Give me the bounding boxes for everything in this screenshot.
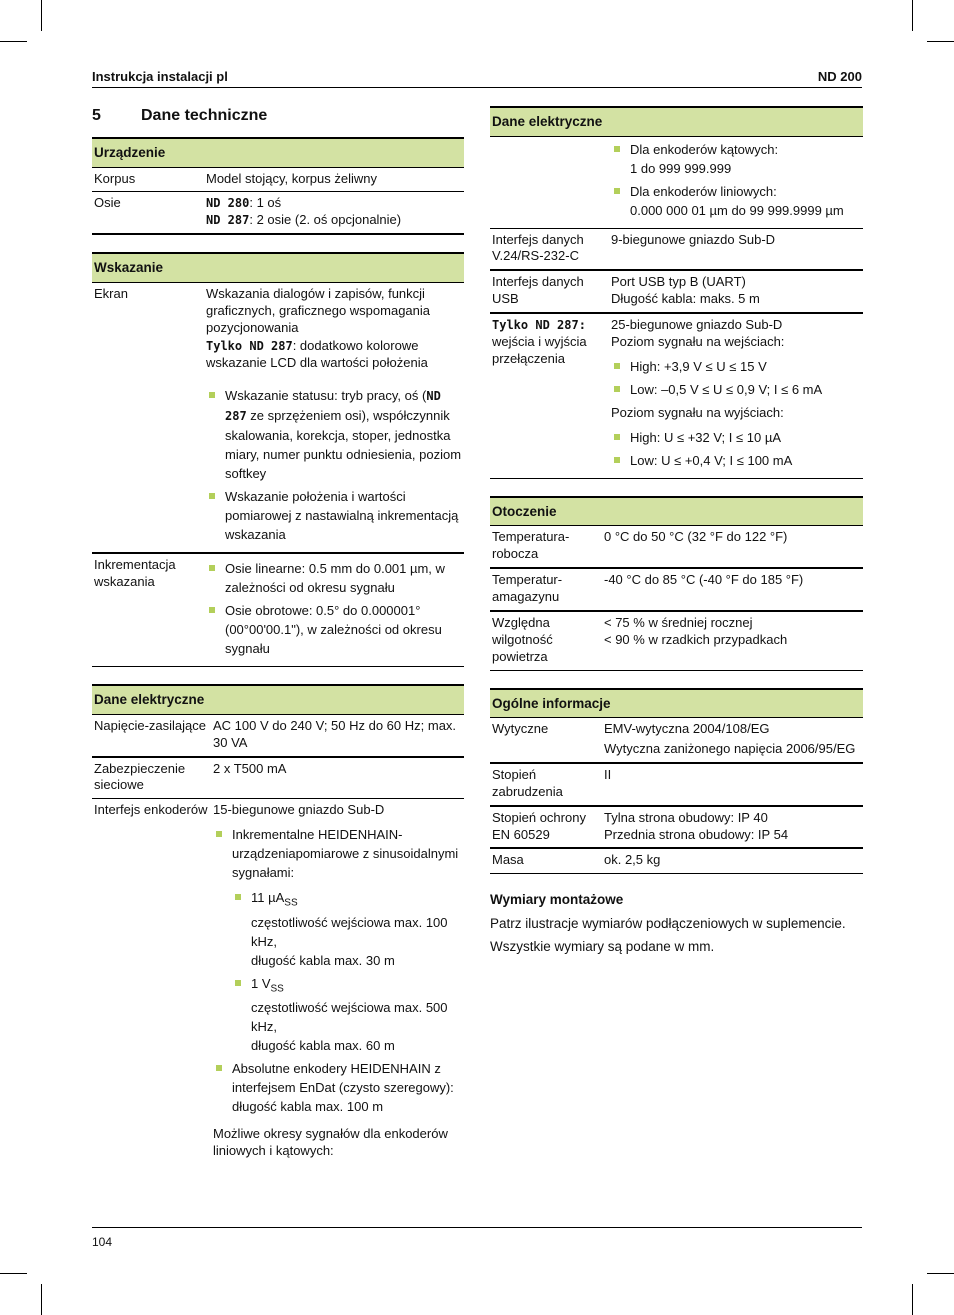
row-text: Możliwe okresy sygnałów dla enkoderów liniowych i kątowych: (213, 1126, 448, 1159)
bullet-list (206, 559, 462, 658)
crop-mark (0, 1273, 27, 1274)
row-label: Osie (92, 192, 204, 234)
table-row (92, 167, 464, 192)
list-item (206, 559, 462, 597)
bullet-icon (614, 188, 620, 194)
list-item (206, 386, 462, 483)
table-row (490, 806, 863, 849)
row-text: 15-biegunowe gniazdo Sub-D (213, 802, 385, 818)
bullet-icon (614, 363, 620, 369)
bullet-icon (216, 1065, 222, 1071)
row-text: Inkrementalne HEIDENHAIN-urządzeniapomiarowe z sinusoidalnymi sygnałami: (232, 827, 459, 881)
subsection-title: Wymiary montażowe (490, 892, 624, 908)
row-value (204, 282, 464, 553)
row-label: Inkrementacja wskazania (92, 553, 204, 667)
list-item (611, 451, 861, 470)
bullet-icon (614, 386, 620, 392)
row-text: : 2 osie (2. oś opcjonalnie) (249, 212, 402, 228)
row-text: : 1 oś (249, 195, 282, 211)
table-row (92, 282, 464, 553)
row-text: Osie obrotowe: 0.5° do 0.000001° (00°00'00.1"), w zależności od okresu sygnału (225, 603, 442, 657)
row-text: Dla enkoderów kątowych: (630, 141, 779, 157)
paragraph: Patrz ilustracje wymiarów podłączeniowych w suplemencie. (490, 915, 846, 931)
row-text: długość kabla max. 60 m (251, 1038, 395, 1054)
row-text: Absolutne enkodery HEIDENHAIN z interfejsem EnDat (czysto szeregowy): długość kabla max. 100 m (232, 1061, 454, 1115)
bullet-icon (235, 980, 241, 986)
table-row (92, 799, 464, 1166)
row-text: Wskazanie statusu: tryb pracy, oś ( (225, 388, 427, 404)
table-row (92, 714, 464, 756)
row-text: Low: –0,5 V ≤ U ≤ 0,9 V; I ≤ 6 mA (630, 381, 823, 397)
row-text: : dodatkowo kolorowe wskazanie LCD dla wartości położenia (206, 338, 428, 371)
table-dane-elektryczne-cont (490, 106, 863, 479)
bullet-list (213, 825, 462, 1116)
table-row (490, 270, 863, 313)
row-text: Low: U ≤ +0,4 V; I ≤ 100 mA (630, 452, 793, 468)
bullet-icon (614, 146, 620, 152)
row-value: AC 100 V do 240 V; 50 Hz do 60 Hz; max. 30 VA (211, 714, 464, 756)
table-row (490, 313, 863, 478)
section-number: 5 (92, 107, 101, 124)
row-text: SS (270, 983, 284, 995)
list-item (611, 380, 861, 399)
bullet-icon (209, 607, 215, 613)
footer-divider (92, 1227, 862, 1228)
table-row (92, 192, 464, 234)
row-text: Osie linearne: 0.5 mm do 0.001 µm, w zależności od okresu sygnału (225, 561, 445, 596)
row-text: ze sprzężeniem osi), współczynnik skalowania, korekcja, stoper, jednostka miary, numer punktu odniesienia, poziom softkey (225, 408, 462, 482)
row-label: Względna wilgotność powietrza (490, 611, 602, 670)
row-label: Zabezpieczenie sieciowe (92, 757, 211, 799)
crop-mark (41, 0, 42, 31)
table-title: Urządzenie (92, 138, 464, 167)
bullet-list (611, 140, 861, 220)
model-code: ND 287 (225, 389, 441, 424)
crop-mark (0, 41, 27, 42)
row-text (206, 338, 462, 372)
table-title: Wskazanie (92, 253, 464, 282)
list-item (213, 1059, 462, 1116)
row-value (602, 611, 863, 670)
table-title: Ogólne informacje (490, 689, 863, 718)
row-label: Stopień zabrudzenia (490, 763, 602, 806)
row-text: 25-biegunowe gniazdo Sub-D (611, 317, 783, 333)
bullet-icon (216, 831, 222, 837)
row-text: Wytyczna zaniżonego napięcia 2006/95/EG (604, 741, 856, 756)
model-code: Tylko ND 287: (492, 318, 586, 333)
right-column (490, 106, 863, 961)
list-item (611, 428, 861, 447)
row-text: High: U ≤ +32 V; I ≤ 10 µA (630, 429, 781, 445)
table-otoczenie (490, 496, 863, 671)
row-value (609, 136, 863, 228)
table-row (490, 763, 863, 806)
bullet-icon (614, 457, 620, 463)
row-label: Masa (490, 848, 602, 873)
table-dane-elektryczne (92, 684, 464, 1166)
list-item (232, 888, 462, 970)
row-text: SS (284, 897, 298, 909)
row-label: Interfejs danych USB (490, 270, 609, 313)
row-text: Wskazania dialogów i zapisów, funkcji graficznych, graficznego wspomagania pozycjonowania (206, 285, 431, 335)
row-value: Model stojący, korpus żeliwny (204, 167, 464, 192)
row-value: II (602, 763, 863, 806)
table-ogolne-informacje (490, 688, 863, 875)
table-row (490, 568, 863, 611)
row-text: < 75 % w średniej rocznej (604, 614, 753, 630)
table-title: Dane elektryczne (490, 107, 863, 136)
model-code: Tylko ND 287 (206, 339, 293, 354)
row-value: ok. 2,5 kg (602, 848, 863, 873)
row-text: EMV-wytyczna 2004/108/EG (604, 721, 770, 737)
row-text: 1 V (251, 975, 271, 991)
row-text: Długość kabla: maks. 5 m (611, 291, 760, 307)
row-text: długość kabla max. 30 m (251, 952, 395, 968)
row-label: Temperatura-robocza (490, 526, 602, 568)
row-value (211, 799, 464, 1166)
row-text: częstotliwość wejściowa max. 100 kHz, (251, 914, 448, 949)
crop-mark (41, 1284, 42, 1315)
row-value (204, 553, 464, 667)
table-row (490, 526, 863, 568)
row-text: Tylna strona obudowy: IP 40 (604, 809, 768, 825)
bullet-list (611, 357, 861, 399)
row-label: Interfejs danych V.24/RS-232-C (490, 228, 609, 270)
sub-bullet-list (232, 888, 462, 1055)
table-row (490, 718, 863, 763)
row-text: High: +3,9 V ≤ U ≤ 15 V (630, 358, 767, 374)
row-text: 1 do 999 999.999 (630, 160, 732, 176)
table-row (490, 848, 863, 873)
row-value (602, 718, 863, 763)
row-text: częstotliwość wejściowa max. 500 kHz, (251, 1000, 448, 1035)
row-text: Port USB typ B (UART) (611, 274, 746, 290)
list-item (232, 974, 462, 1056)
model-code: ND 287 (206, 213, 250, 228)
model-code: ND 280 (206, 196, 250, 211)
row-text: < 90 % w rzadkich przypadkach (604, 631, 788, 647)
row-label (490, 136, 609, 228)
table-row (92, 553, 464, 667)
bullet-icon (235, 894, 241, 900)
row-text: Poziom sygnału na wejściach: (611, 334, 785, 349)
list-item (213, 825, 462, 1055)
row-value: 9-biegunowe gniazdo Sub-D (609, 228, 863, 270)
row-value (609, 270, 863, 313)
crop-mark (927, 1273, 954, 1274)
row-text: wejścia i wyjścia przełączenia (492, 334, 587, 366)
header-title: Instrukcja instalacji pl (92, 69, 228, 84)
list-item (611, 140, 861, 178)
page-header (92, 69, 862, 88)
row-text: 0.000 000 01 µm do 99 999.9999 µm (630, 202, 844, 218)
row-value: 2 x T500 mA (211, 757, 464, 799)
table-row (490, 136, 863, 228)
crop-mark (912, 0, 913, 31)
row-text: Poziom sygnału na wyjściach: (611, 404, 784, 420)
row-value: -40 °C do 85 °C (-40 °F do 185 °F) (602, 568, 863, 611)
row-label: Stopień ochrony EN 60529 (490, 806, 602, 849)
bullet-list (206, 386, 462, 544)
row-value: 0 °C do 50 °C (32 °F do 122 °F) (602, 526, 863, 568)
section-heading (92, 106, 464, 128)
list-item (206, 601, 462, 658)
table-row (490, 228, 863, 270)
crop-mark (927, 41, 954, 42)
paragraph: Wszystkie wymiary są podane w mm. (490, 938, 715, 954)
row-label: Napięcie-zasilające (92, 714, 211, 756)
row-label: Interfejs enkoderów (94, 802, 208, 818)
row-text: Przednia strona obudowy: IP 54 (604, 826, 789, 842)
left-column (92, 106, 464, 1183)
bullet-list (611, 428, 861, 470)
bullet-icon (209, 565, 215, 571)
bullet-icon (209, 392, 215, 398)
row-text: 11 µA (251, 890, 285, 906)
page-number: 104 (92, 1235, 113, 1249)
table-title: Otoczenie (490, 497, 863, 526)
row-label: Korpus (92, 167, 204, 192)
header-product: ND 200 (817, 69, 862, 84)
bullet-icon (614, 434, 620, 440)
crop-mark (912, 1284, 913, 1315)
section-title: Dane techniczne (141, 107, 268, 124)
row-label: Ekran (92, 282, 204, 553)
row-label: Wytyczne (490, 718, 602, 763)
row-text: Wskazanie położenia i wartości pomiarowej z nastawialną inkrementacją wskazania (225, 489, 459, 543)
bullet-icon (209, 493, 215, 499)
row-text: Dla enkoderów liniowych: (630, 183, 777, 199)
row-value (204, 192, 464, 234)
table-wskazanie (92, 252, 464, 667)
row-value (602, 806, 863, 849)
list-item (206, 487, 462, 544)
table-title: Dane elektryczne (92, 685, 464, 714)
table-row (92, 757, 464, 799)
row-label (490, 313, 609, 478)
list-item (611, 357, 861, 376)
table-urzadzenie (92, 137, 464, 235)
list-item (611, 182, 861, 220)
table-row (490, 611, 863, 670)
row-label: Temperatur-amagazynu (490, 568, 602, 611)
row-value (609, 313, 863, 478)
